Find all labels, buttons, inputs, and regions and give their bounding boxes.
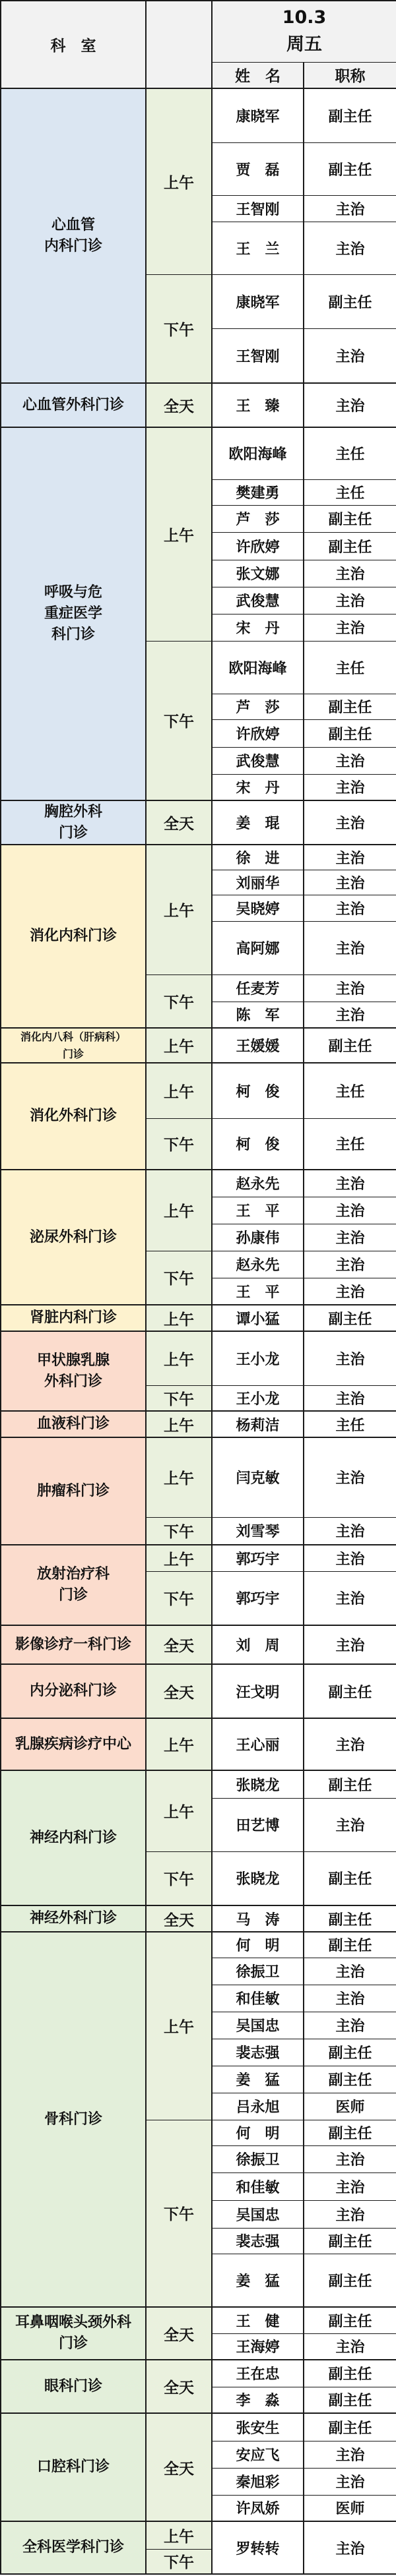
department-cell: 全科医学科门诊 <box>1 2521 146 2574</box>
period-cell: 全天 <box>146 2307 212 2360</box>
doctor-name-cell: 张安生 <box>212 2413 304 2441</box>
schedule-row <box>1 88 396 142</box>
doctor-title-cell: 主治 <box>304 1625 396 1664</box>
doctor-title-cell: 副主任 <box>304 505 396 532</box>
doctor-title-cell: 主治 <box>304 747 396 774</box>
doctor-title-cell: 主任 <box>304 479 396 505</box>
doctor-name-cell: 田艺博 <box>212 1798 304 1851</box>
doctor-name-cell: 何 明 <box>212 1932 304 1958</box>
doctor-name-cell: 王小龙 <box>212 1331 304 1385</box>
doctor-title-cell: 主治 <box>304 1718 396 1770</box>
department-cell: 消化内八科（肝病科） 门诊 <box>1 1028 146 1063</box>
doctor-name-cell: 樊建勇 <box>212 479 304 505</box>
department-cell: 心血管 内科门诊 <box>1 88 146 383</box>
period-cell: 上午 <box>146 845 212 974</box>
doctor-name-cell: 徐 进 <box>212 845 304 870</box>
period-cell: 上午 <box>146 1545 212 1571</box>
doctor-name-cell: 吴国忠 <box>212 2012 304 2039</box>
doctor-title-cell: 主任 <box>304 427 396 479</box>
doctor-name-cell: 何 明 <box>212 2120 304 2145</box>
header-title-col: 职称 <box>304 62 396 88</box>
department-cell: 肿瘤科门诊 <box>1 1437 146 1545</box>
header-weekday: 周五 <box>286 34 322 55</box>
doctor-name-cell: 宋 丹 <box>212 614 304 641</box>
schedule-row <box>1 800 396 845</box>
period-cell: 上午 <box>146 1770 212 1851</box>
department-cell: 消化外科门诊 <box>1 1063 146 1170</box>
doctor-title-cell: 主治 <box>304 614 396 641</box>
doctor-name-cell: 宋 丹 <box>212 774 304 800</box>
period-cell: 全天 <box>146 2413 212 2521</box>
doctor-name-cell: 欧阳海峰 <box>212 641 304 694</box>
doctor-name-cell: 王海婷 <box>212 2333 304 2360</box>
doctor-name-cell: 姜 琨 <box>212 800 304 845</box>
period-cell: 上午 <box>146 1718 212 1770</box>
period-cell: 全天 <box>146 1905 212 1932</box>
doctor-title-cell: 主治 <box>304 845 396 870</box>
doctor-title-cell: 主治 <box>304 800 396 845</box>
doctor-name-cell: 芦 莎 <box>212 694 304 719</box>
period-cell: 下午 <box>146 1851 212 1905</box>
doctor-name-cell: 和佳敏 <box>212 2172 304 2200</box>
doctor-title-cell: 副主任 <box>304 2039 396 2066</box>
doctor-name-cell: 赵永先 <box>212 1170 304 1197</box>
doctor-name-cell: 柯 俊 <box>212 1118 304 1170</box>
department-cell: 呼吸与危 重症医学 科门诊 <box>1 427 146 800</box>
period-cell: 下午 <box>146 274 212 383</box>
doctor-name-cell: 刘丽华 <box>212 870 304 895</box>
doctor-name-cell: 郭巧宇 <box>212 1545 304 1571</box>
department-cell: 神经外科门诊 <box>1 1905 146 1932</box>
doctor-name-cell: 张晓龙 <box>212 1851 304 1905</box>
doctor-title-cell: 主治 <box>304 560 396 587</box>
period-cell: 上午 <box>146 1437 212 1517</box>
schedule-row <box>1 2307 396 2333</box>
period-cell: 上午 <box>146 1063 212 1118</box>
department-cell: 心血管外科门诊 <box>1 383 146 427</box>
schedule-body <box>1 88 396 2574</box>
doctor-title-cell: 主治 <box>304 1517 396 1545</box>
period-cell: 下午 <box>146 1118 212 1170</box>
doctor-title-cell: 副主任 <box>304 274 396 328</box>
doctor-name-cell: 张晓龙 <box>212 1770 304 1798</box>
doctor-name-cell: 吴晓婷 <box>212 895 304 921</box>
doctor-name-cell: 裴志强 <box>212 2228 304 2254</box>
schedule-row <box>1 383 396 427</box>
doctor-title-cell: 主任 <box>304 1411 396 1437</box>
doctor-name-cell: 王小龙 <box>212 1385 304 1411</box>
doctor-title-cell: 副主任 <box>304 532 396 560</box>
doctor-title-cell: 副主任 <box>304 1305 396 1331</box>
period-cell: 下午 <box>146 974 212 1028</box>
period-cell: 上午 <box>146 1305 212 1331</box>
doctor-name-cell: 武俊慧 <box>212 747 304 774</box>
doctor-name-cell: 杨莉洁 <box>212 1411 304 1437</box>
header-row-date <box>1 1 396 62</box>
department-cell: 血液科门诊 <box>1 1411 146 1437</box>
doctor-name-cell: 郭巧宇 <box>212 1571 304 1625</box>
schedule-row <box>1 2521 396 2549</box>
schedule-row <box>1 845 396 870</box>
header-date-cell <box>212 1 396 62</box>
doctor-title-cell: 主治 <box>304 1331 396 1385</box>
doctor-name-cell: 王 兰 <box>212 222 304 274</box>
period-cell: 上午 <box>146 1170 212 1251</box>
doctor-title-cell: 主治 <box>304 895 396 921</box>
doctor-title-cell: 主治 <box>304 974 396 1002</box>
doctor-name-cell: 许欣婷 <box>212 532 304 560</box>
doctor-name-cell: 王在忠 <box>212 2360 304 2387</box>
period-cell: 下午 <box>146 1571 212 1625</box>
doctor-title-cell: 主治 <box>304 1437 396 1517</box>
department-cell: 耳鼻咽喉头颈外科 门诊 <box>1 2307 146 2360</box>
period-cell: 上午 <box>146 2521 212 2549</box>
period-cell: 上午 <box>146 427 212 641</box>
doctor-title-cell: 医师 <box>304 2495 396 2521</box>
doctor-title-cell: 主治 <box>304 2012 396 2039</box>
doctor-title-cell: 副主任 <box>304 2254 396 2307</box>
schedule-row <box>1 1170 396 1197</box>
doctor-title-cell: 副主任 <box>304 1770 396 1798</box>
period-cell: 下午 <box>146 1517 212 1545</box>
doctor-name-cell: 王 健 <box>212 2307 304 2333</box>
doctor-title-cell: 主治 <box>304 2441 396 2468</box>
doctor-name-cell: 赵永先 <box>212 1251 304 1278</box>
doctor-title-cell: 主治 <box>304 1385 396 1411</box>
doctor-name-cell: 康晓军 <box>212 274 304 328</box>
doctor-title-cell: 主任 <box>304 1118 396 1170</box>
schedule-row <box>1 1932 396 1958</box>
schedule-row <box>1 1664 396 1718</box>
doctor-title-cell: 副主任 <box>304 1905 396 1932</box>
doctor-name-cell: 谭小猛 <box>212 1305 304 1331</box>
doctor-name-cell: 孙康伟 <box>212 1224 304 1251</box>
doctor-name-cell: 罗转转 <box>212 2521 304 2574</box>
doctor-name-cell: 任麦芳 <box>212 974 304 1002</box>
doctor-title-cell: 副主任 <box>304 2360 396 2387</box>
department-cell: 口腔科门诊 <box>1 2413 146 2521</box>
doctor-title-cell: 医师 <box>304 2093 396 2120</box>
department-cell: 骨科门诊 <box>1 1932 146 2307</box>
doctor-title-cell: 主治 <box>304 921 396 974</box>
doctor-name-cell: 裴志强 <box>212 2039 304 2066</box>
doctor-name-cell: 闫克敏 <box>212 1437 304 1517</box>
doctor-title-cell: 主治 <box>304 1197 396 1224</box>
doctor-title-cell: 副主任 <box>304 719 396 747</box>
department-cell: 内分泌科门诊 <box>1 1664 146 1718</box>
doctor-title-cell: 主治 <box>304 1002 396 1028</box>
doctor-title-cell: 副主任 <box>304 88 396 142</box>
doctor-title-cell: 主治 <box>304 2468 396 2495</box>
doctor-name-cell: 吕永旭 <box>212 2093 304 2120</box>
header-name-col: 姓 名 <box>212 62 304 88</box>
doctor-title-cell: 主治 <box>304 1251 396 1278</box>
doctor-name-cell: 刘 周 <box>212 1625 304 1664</box>
period-cell: 全天 <box>146 1664 212 1718</box>
doctor-title-cell: 主治 <box>304 1545 396 1571</box>
doctor-title-cell: 主治 <box>304 870 396 895</box>
doctor-title-cell: 主治 <box>304 383 396 427</box>
doctor-title-cell: 主任 <box>304 641 396 694</box>
schedule-row <box>1 1718 396 1770</box>
doctor-title-cell: 副主任 <box>304 1028 396 1063</box>
department-cell: 影像诊疗一科门诊 <box>1 1625 146 1664</box>
doctor-name-cell: 王智刚 <box>212 195 304 222</box>
doctor-name-cell: 高阿娜 <box>212 921 304 974</box>
doctor-name-cell: 李 淼 <box>212 2387 304 2413</box>
schedule-row <box>1 2413 396 2441</box>
header-date: 10.3 <box>282 7 327 28</box>
period-cell: 上午 <box>146 1331 212 1385</box>
header-period-empty-cell <box>146 1 212 88</box>
doctor-title-cell: 副主任 <box>304 2228 396 2254</box>
doctor-title-cell: 主治 <box>304 2521 396 2574</box>
doctor-title-cell: 主治 <box>304 2200 396 2228</box>
doctor-name-cell: 芦 莎 <box>212 505 304 532</box>
doctor-name-cell: 徐振卫 <box>212 2145 304 2172</box>
doctor-name-cell: 王 平 <box>212 1197 304 1224</box>
doctor-title-cell: 主治 <box>304 2333 396 2360</box>
schedule-row <box>1 1305 396 1331</box>
doctor-title-cell: 副主任 <box>304 2307 396 2333</box>
doctor-name-cell: 汪戈明 <box>212 1664 304 1718</box>
period-cell: 上午 <box>146 1932 212 2120</box>
schedule-row <box>1 1770 396 1798</box>
schedule-row <box>1 1545 396 1571</box>
doctor-title-cell: 主治 <box>304 1224 396 1251</box>
doctor-name-cell: 欧阳海峰 <box>212 427 304 479</box>
department-cell: 甲状腺乳腺 外科门诊 <box>1 1331 146 1411</box>
doctor-title-cell: 主治 <box>304 2172 396 2200</box>
doctor-name-cell: 王 臻 <box>212 383 304 427</box>
period-cell: 全天 <box>146 383 212 427</box>
doctor-title-cell: 副主任 <box>304 142 396 195</box>
schedule-row <box>1 2360 396 2387</box>
department-cell: 胸腔外科 门诊 <box>1 800 146 845</box>
doctor-title-cell: 主治 <box>304 195 396 222</box>
period-cell: 上午 <box>146 88 212 274</box>
schedule-row <box>1 427 396 479</box>
doctor-name-cell: 和佳敏 <box>212 1985 304 2012</box>
period-cell: 上午 <box>146 1411 212 1437</box>
doctor-name-cell: 许凤娇 <box>212 2495 304 2521</box>
period-cell: 下午 <box>146 2549 212 2574</box>
header-dept-col: 科 室 <box>1 1 146 88</box>
department-cell: 消化内科门诊 <box>1 845 146 1028</box>
department-cell: 乳腺疾病诊疗中心 <box>1 1718 146 1770</box>
doctor-name-cell: 徐振卫 <box>212 1958 304 1985</box>
period-cell: 上午 <box>146 1028 212 1063</box>
doctor-name-cell: 马 涛 <box>212 1905 304 1932</box>
doctor-name-cell: 陈 军 <box>212 1002 304 1028</box>
schedule-row <box>1 1028 396 1063</box>
department-cell: 放射治疗科 门诊 <box>1 1545 146 1625</box>
doctor-name-cell: 张文娜 <box>212 560 304 587</box>
period-cell: 下午 <box>146 2120 212 2307</box>
doctor-name-cell: 王媛媛 <box>212 1028 304 1063</box>
doctor-title-cell: 副主任 <box>304 1932 396 1958</box>
schedule-row <box>1 1331 396 1385</box>
schedule-row <box>1 1063 396 1118</box>
department-cell: 眼科门诊 <box>1 2360 146 2413</box>
doctor-title-cell: 主治 <box>304 1798 396 1851</box>
period-cell: 全天 <box>146 800 212 845</box>
doctor-title-cell: 副主任 <box>304 694 396 719</box>
doctor-name-cell: 吴国忠 <box>212 2200 304 2228</box>
doctor-title-cell: 副主任 <box>304 2387 396 2413</box>
doctor-name-cell: 许欣婷 <box>212 719 304 747</box>
period-cell: 下午 <box>146 1251 212 1305</box>
doctor-name-cell: 武俊慧 <box>212 587 304 614</box>
department-cell: 神经内科门诊 <box>1 1770 146 1905</box>
schedule-row <box>1 1625 396 1664</box>
doctor-title-cell: 主治 <box>304 774 396 800</box>
doctor-name-cell: 姜 猛 <box>212 2254 304 2307</box>
doctor-title-cell: 副主任 <box>304 1664 396 1718</box>
doctor-title-cell: 主治 <box>304 222 396 274</box>
doctor-name-cell: 柯 俊 <box>212 1063 304 1118</box>
department-cell: 泌尿外科门诊 <box>1 1170 146 1305</box>
doctor-name-cell: 刘雪琴 <box>212 1517 304 1545</box>
doctor-title-cell: 主治 <box>304 1571 396 1625</box>
doctor-title-cell: 主治 <box>304 1170 396 1197</box>
doctor-name-cell: 王心丽 <box>212 1718 304 1770</box>
doctor-name-cell: 康晓军 <box>212 88 304 142</box>
doctor-name-cell: 秦旭彩 <box>212 2468 304 2495</box>
doctor-name-cell: 安应飞 <box>212 2441 304 2468</box>
schedule-row <box>1 1411 396 1437</box>
doctor-title-cell: 副主任 <box>304 1851 396 1905</box>
doctor-title-cell: 主任 <box>304 1063 396 1118</box>
doctor-name-cell: 王 平 <box>212 1278 304 1305</box>
doctor-title-cell: 主治 <box>304 1278 396 1305</box>
schedule-row <box>1 1437 396 1517</box>
doctor-title-cell: 主治 <box>304 1985 396 2012</box>
department-cell: 肾脏内科门诊 <box>1 1305 146 1331</box>
period-cell: 下午 <box>146 1385 212 1411</box>
doctor-name-cell: 贾 磊 <box>212 142 304 195</box>
period-cell: 下午 <box>146 641 212 800</box>
doctor-title-cell: 副主任 <box>304 2066 396 2093</box>
doctor-title-cell: 主治 <box>304 328 396 383</box>
doctor-title-cell: 主治 <box>304 587 396 614</box>
doctor-title-cell: 主治 <box>304 1958 396 1985</box>
doctor-title-cell: 副主任 <box>304 2413 396 2441</box>
schedule-row <box>1 1905 396 1932</box>
period-cell: 全天 <box>146 2360 212 2413</box>
period-cell: 全天 <box>146 1625 212 1664</box>
doctor-name-cell: 姜 猛 <box>212 2066 304 2093</box>
doctor-title-cell: 副主任 <box>304 2120 396 2145</box>
doctor-name-cell: 王智刚 <box>212 328 304 383</box>
doctor-title-cell: 主治 <box>304 2145 396 2172</box>
